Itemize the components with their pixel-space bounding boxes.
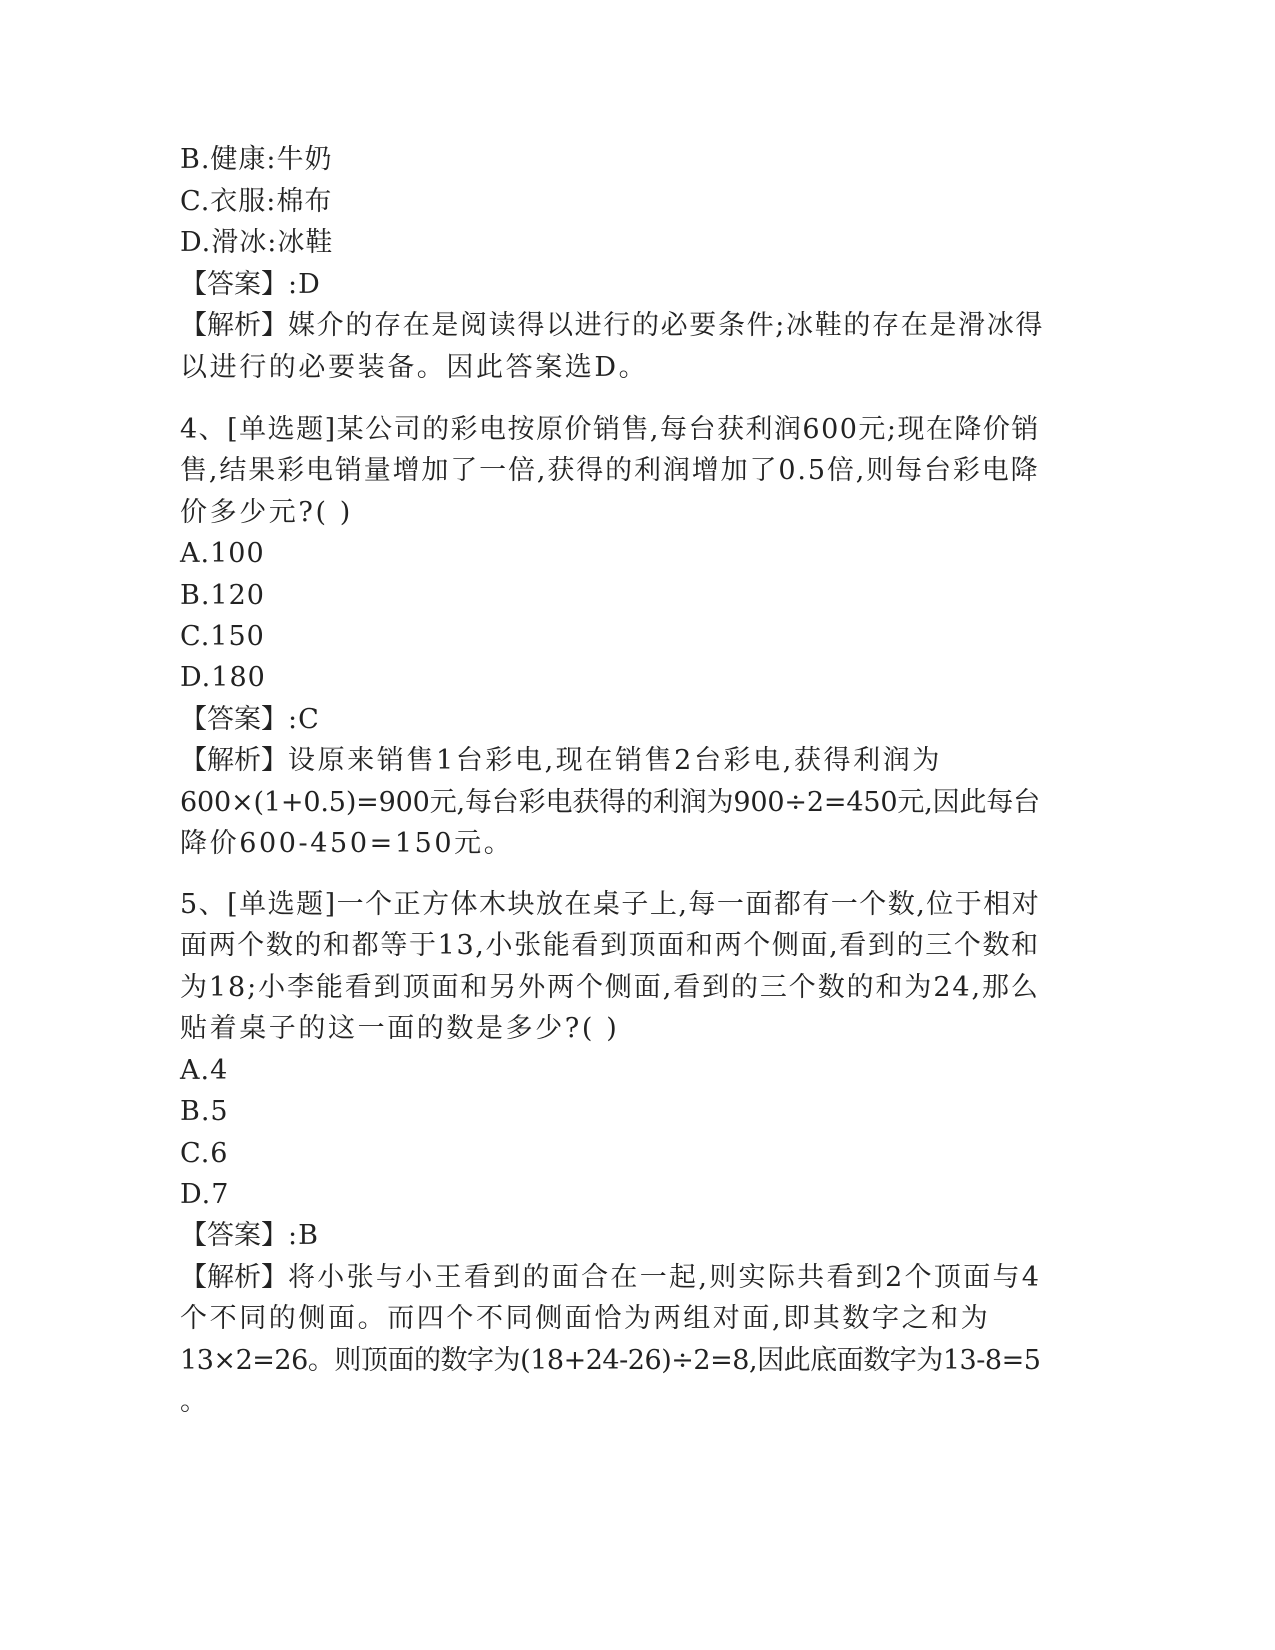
answer-label: 【答案】	[180, 1220, 288, 1251]
option-c: C.6	[180, 1138, 229, 1169]
analysis-text: 。	[180, 1386, 208, 1417]
answer-label: 【答案】	[180, 269, 288, 300]
option-a: A.4	[180, 1055, 229, 1086]
question-stem: 为18;小李能看到顶面和另外两个侧面,看到的三个数的和为24,那么	[180, 972, 1040, 1003]
option-b: B.5	[180, 1096, 229, 1127]
answer-value: D	[298, 269, 321, 300]
question-stem: 价多少元?( )	[180, 497, 353, 528]
analysis-text: 媒介的存在是阅读得以进行的必要条件;冰鞋的存在是滑冰得	[288, 310, 1045, 341]
question-stem: 面两个数的和都等于13,小张能看到顶面和两个侧面,看到的三个数和	[180, 930, 1040, 961]
analysis-text: 以进行的必要装备。因此答案选D。	[180, 352, 649, 383]
analysis-line	[180, 744, 942, 778]
answer-separator: :	[288, 269, 299, 300]
question-stem: 4、[单选题]某公司的彩电按原价销售,每台获利润600元;现在降价销	[180, 414, 1040, 445]
option-c: C.150	[180, 621, 265, 652]
question-stem: 售,结果彩电销量增加了一倍,获得的利润增加了0.5倍,则每台彩电降	[180, 455, 1040, 486]
analysis-label: 【解析】	[180, 310, 288, 341]
option-b: B.健康:牛奶	[180, 144, 333, 175]
analysis-text: 600×(1+0.5)=900元,每台彩电获得的利润为900÷2=450元,因此每台	[180, 787, 1040, 818]
option-d: D.7	[180, 1179, 230, 1210]
analysis-text: 13×2=26。则顶面的数字为(18+24-26)÷2=8,因此底面数字为13-8=5	[180, 1345, 1041, 1376]
option-d: D.滑冰:冰鞋	[180, 227, 334, 258]
analysis-text: 个不同的侧面。而四个不同侧面恰为两组对面,即其数字之和为	[180, 1303, 991, 1334]
answer-value: B	[298, 1220, 319, 1251]
option-b: B.120	[180, 580, 265, 611]
option-c: C.衣服:棉布	[180, 186, 333, 217]
answer-line	[180, 1219, 319, 1253]
answer-label: 【答案】	[180, 704, 288, 735]
answer-line	[180, 703, 320, 737]
answer-separator: :	[288, 704, 299, 735]
answer-separator: :	[288, 1220, 299, 1251]
analysis-line	[180, 1261, 1041, 1295]
answer-value: C	[298, 704, 320, 735]
analysis-text: 将小张与小王看到的面合在一起,则实际共看到2个顶面与4	[288, 1262, 1042, 1293]
answer-line	[180, 268, 321, 302]
question-stem: 5、[单选题]一个正方体木块放在桌子上,每一面都有一个数,位于相对	[180, 889, 1041, 920]
analysis-label: 【解析】	[180, 745, 288, 776]
option-d: D.180	[180, 662, 266, 693]
analysis-label: 【解析】	[180, 1262, 288, 1293]
question-stem: 贴着桌子的这一面的数是多少?( )	[180, 1013, 620, 1044]
analysis-text: 降价600-450=150元。	[180, 828, 514, 859]
option-a: A.100	[180, 538, 265, 569]
analysis-line	[180, 309, 1044, 343]
analysis-text: 设原来销售1台彩电,现在销售2台彩电,获得利润为	[288, 745, 942, 776]
